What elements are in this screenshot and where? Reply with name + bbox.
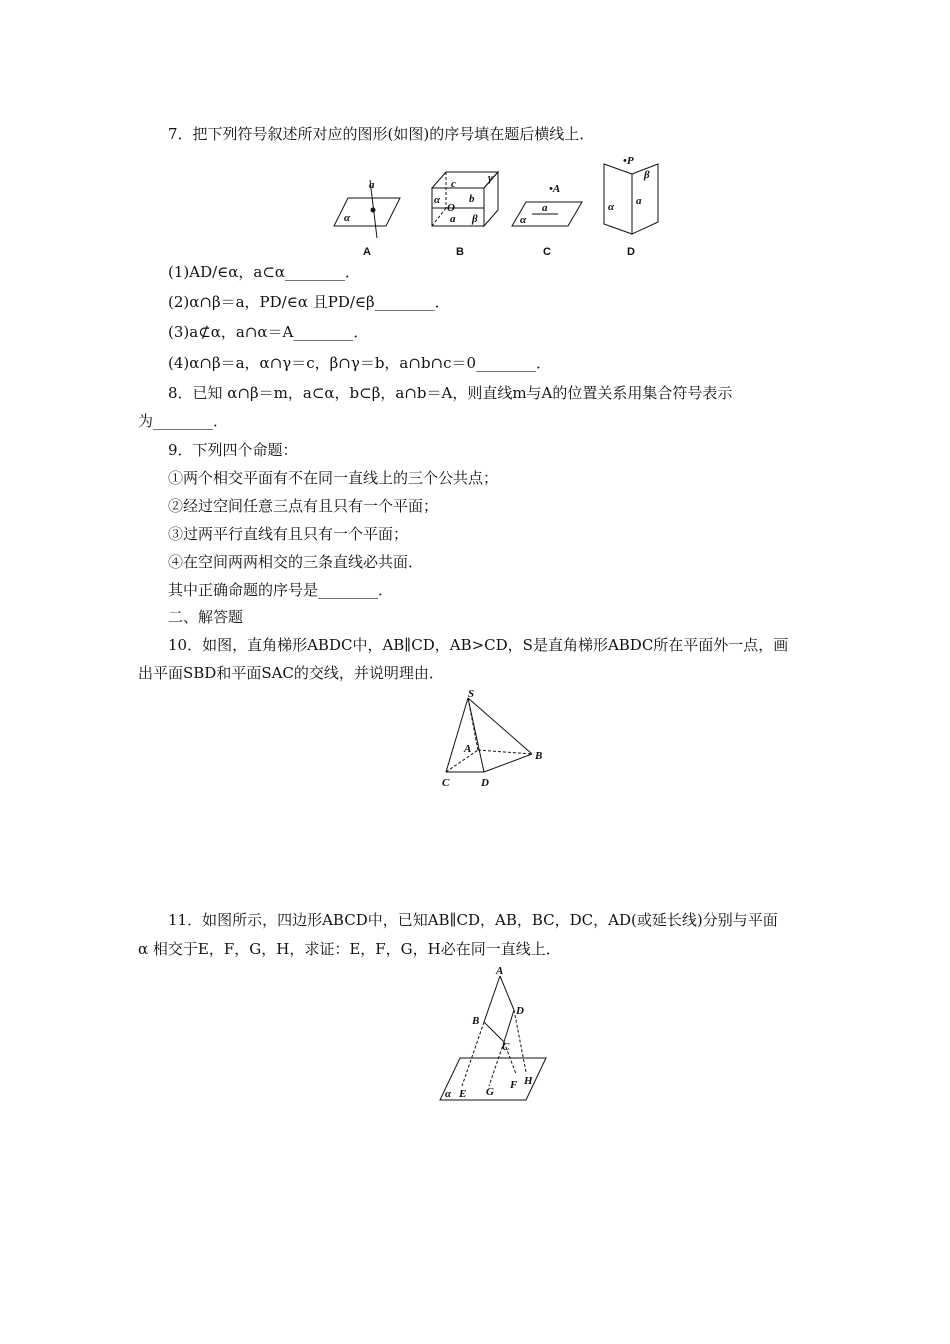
q10-figure	[436, 688, 556, 794]
fig-d-label-a: a	[636, 195, 642, 207]
q7-figures	[320, 150, 680, 262]
q11-line-1: 11．如图所示，四边形ABCD中，已知AB∥CD，AB，BC，DC，AD(或延长线)分别与平面	[168, 911, 778, 929]
q8-line-1: 8．已知 α∩β＝m，a⊂α，b⊂β，a∩b＝A，则直线m与A的位置关系用集合符号表示	[168, 384, 733, 402]
q11-label-a: A	[496, 965, 504, 977]
q11-label-f: F	[510, 1079, 518, 1091]
q7-figure-d	[604, 155, 658, 258]
q7-figure-a	[334, 179, 400, 258]
fig-a-label-alpha: α	[344, 212, 351, 224]
fig-b-caption: B	[456, 246, 464, 258]
q9-item-2: ②经过空间任意三点有且只有一个平面；	[168, 497, 439, 515]
q7-figure-b	[432, 172, 498, 258]
q10-line-2: 出平面SBD和平面SAC的交线，并说明理由．	[138, 664, 444, 682]
fig-c-label-a: a	[542, 202, 548, 214]
fig-c-label-alpha: α	[520, 214, 527, 226]
fig-b-label-c: c	[451, 178, 456, 190]
q7-item-3: (3)a⊄α，a∩α＝A________．	[168, 323, 369, 341]
q11-label-g: G	[486, 1086, 494, 1098]
q7-item-2: (2)α∩β＝a，PD/∈α 且PD/∈β________．	[168, 293, 450, 311]
q10-label-s: S	[468, 688, 475, 700]
q9-item-3: ③过两平行直线有且只有一个平面；	[168, 525, 409, 543]
q10-line-1: 10．如图，直角梯形ABDC中，AB∥CD，AB>CD，S是直角梯形ABDC所在平面外一点，画	[168, 636, 789, 654]
q11-label-d: D	[516, 1005, 524, 1017]
q8-line-2: 为________．	[138, 412, 229, 430]
fig-c-label-point-a: •A	[549, 183, 561, 195]
fig-d-caption: D	[627, 246, 635, 258]
q7-item-4: (4)α∩β＝a，α∩γ＝c，β∩γ＝b，a∩b∩c＝0________．	[168, 354, 552, 372]
q9-stem: 9．下列四个命题：	[168, 441, 298, 459]
q11-label-alpha: α	[445, 1088, 452, 1100]
fig-d-label-alpha: α	[608, 201, 615, 213]
fig-b-label-alpha: α	[434, 194, 441, 206]
q10-label-b: B	[535, 750, 543, 762]
q11-label-h: H	[524, 1075, 533, 1087]
q10-label-c: C	[442, 777, 450, 789]
section-heading: 二、解答题	[168, 608, 244, 626]
q10-label-a: A	[464, 743, 472, 755]
q7-stem: 7．把下列符号叙述所对应的图形(如图)的序号填在题后横线上．	[168, 125, 595, 143]
q11-label-b: B	[472, 1015, 480, 1027]
q7-item-1: (1)AD/∈α，a⊂α________．	[168, 263, 361, 281]
q9-answer: 其中正确命题的序号是________．	[168, 581, 394, 599]
fig-b-label-a: a	[450, 213, 456, 225]
fig-d-label-point-p: •P	[623, 155, 634, 167]
q9-item-4: ④在空间两两相交的三条直线必共面．	[168, 553, 424, 571]
q11-figure	[434, 962, 554, 1104]
fig-d-label-beta: β	[644, 169, 650, 181]
q9-item-1: ①两个相交平面有不在同一直线上的三个公共点；	[168, 469, 499, 487]
q11-label-c: C	[502, 1041, 510, 1053]
fig-b-label-o: O	[447, 202, 455, 214]
fig-a-caption: A	[363, 246, 371, 258]
fig-b-label-b: b	[469, 193, 475, 205]
fig-c-caption: C	[543, 246, 551, 258]
q11-label-e: E	[459, 1088, 467, 1100]
q11-line-2: α 相交于E，F，G，H，求证：E，F，G，H必在同一直线上．	[138, 940, 561, 958]
fig-b-label-beta: β	[472, 213, 478, 225]
q10-label-d: D	[481, 777, 489, 789]
q7-figure-c	[512, 183, 582, 258]
fig-a-label-a: a	[369, 179, 375, 191]
fig-b-label-gamma: γ	[488, 172, 493, 184]
